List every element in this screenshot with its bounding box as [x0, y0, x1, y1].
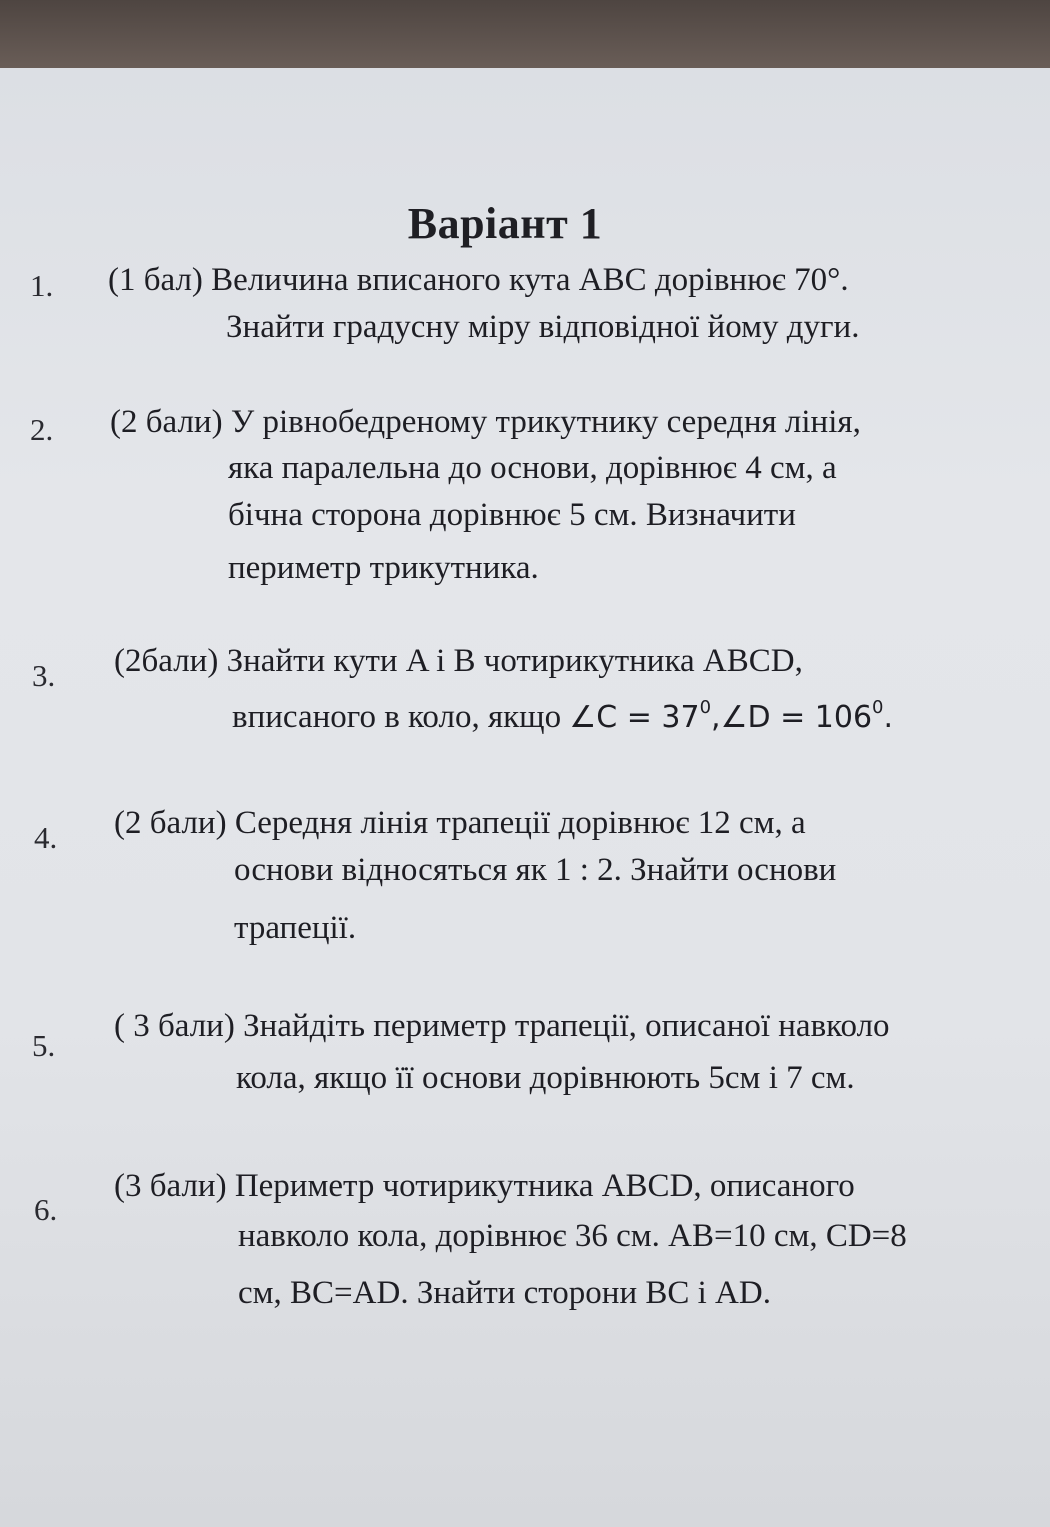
task-1-line-2: Знайти градусну міру відповідної йому дуги.	[226, 309, 860, 345]
task-5-number: 5.	[32, 1028, 56, 1063]
background-edge	[0, 0, 1050, 70]
task-2-line-3: бічна сторона дорівнює 5 см. Визначити	[228, 497, 796, 533]
task-3-line-2	[232, 697, 893, 736]
task-4-line-3: трапеції.	[234, 910, 357, 946]
task-6-line-3: см, BC=AD. Знайти сторони BC і AD.	[238, 1275, 771, 1311]
task-5-line-2: кола, якщо її основи дорівнюють 5см і 7 см.	[236, 1060, 855, 1096]
task-4-line-2: основи відносяться як 1 : 2. Знайти основи	[234, 852, 837, 888]
task-5-line-1: ( 3 бали) Знайдіть периметр трапеції, описаної навколо	[114, 1008, 890, 1044]
task-3-line-2-text: вписаного в коло, якщо	[232, 699, 562, 735]
task-6-line-2: навколо кола, дорівнює 36 см. AB=10 см, CD=8	[238, 1218, 907, 1254]
task-2-number: 2.	[30, 412, 54, 447]
task-4-number: 4.	[34, 820, 58, 855]
formula-end: .	[883, 700, 894, 735]
page-title: Варіант 1	[407, 199, 603, 248]
task-3-number: 3.	[32, 658, 56, 693]
task-3-line-1: (2бали) Знайти кути A і B чотирикутника ABCD,	[114, 643, 803, 679]
task-6-number: 6.	[34, 1192, 58, 1227]
task-3-angle-formula	[569, 697, 894, 735]
task-1-line-1: (1 бал) Величина вписаного кута ABC дорівнює 70°.	[108, 262, 849, 298]
task-1-number: 1.	[30, 268, 54, 303]
task-6-line-1: (3 бали) Периметр чотирикутника ABCD, описаного	[114, 1168, 855, 1204]
task-2-line-1: (2 бали) У рівнобедреному трикутнику середня лінія,	[110, 404, 861, 440]
degree-mark-1: 0	[699, 697, 712, 718]
task-2-line-4: периметр трикутника.	[228, 550, 539, 586]
angle-c-value: ∠C = 37	[569, 700, 700, 735]
formula-separator: ,	[711, 700, 721, 735]
degree-mark-2: 0	[872, 697, 884, 718]
angle-d-value: ∠D = 106	[720, 700, 873, 735]
task-2-line-2: яка паралельна до основи, дорівнює 4 см, а	[228, 450, 837, 486]
task-4-line-1: (2 бали) Середня лінія трапеції дорівнює 12 см, а	[114, 805, 806, 841]
